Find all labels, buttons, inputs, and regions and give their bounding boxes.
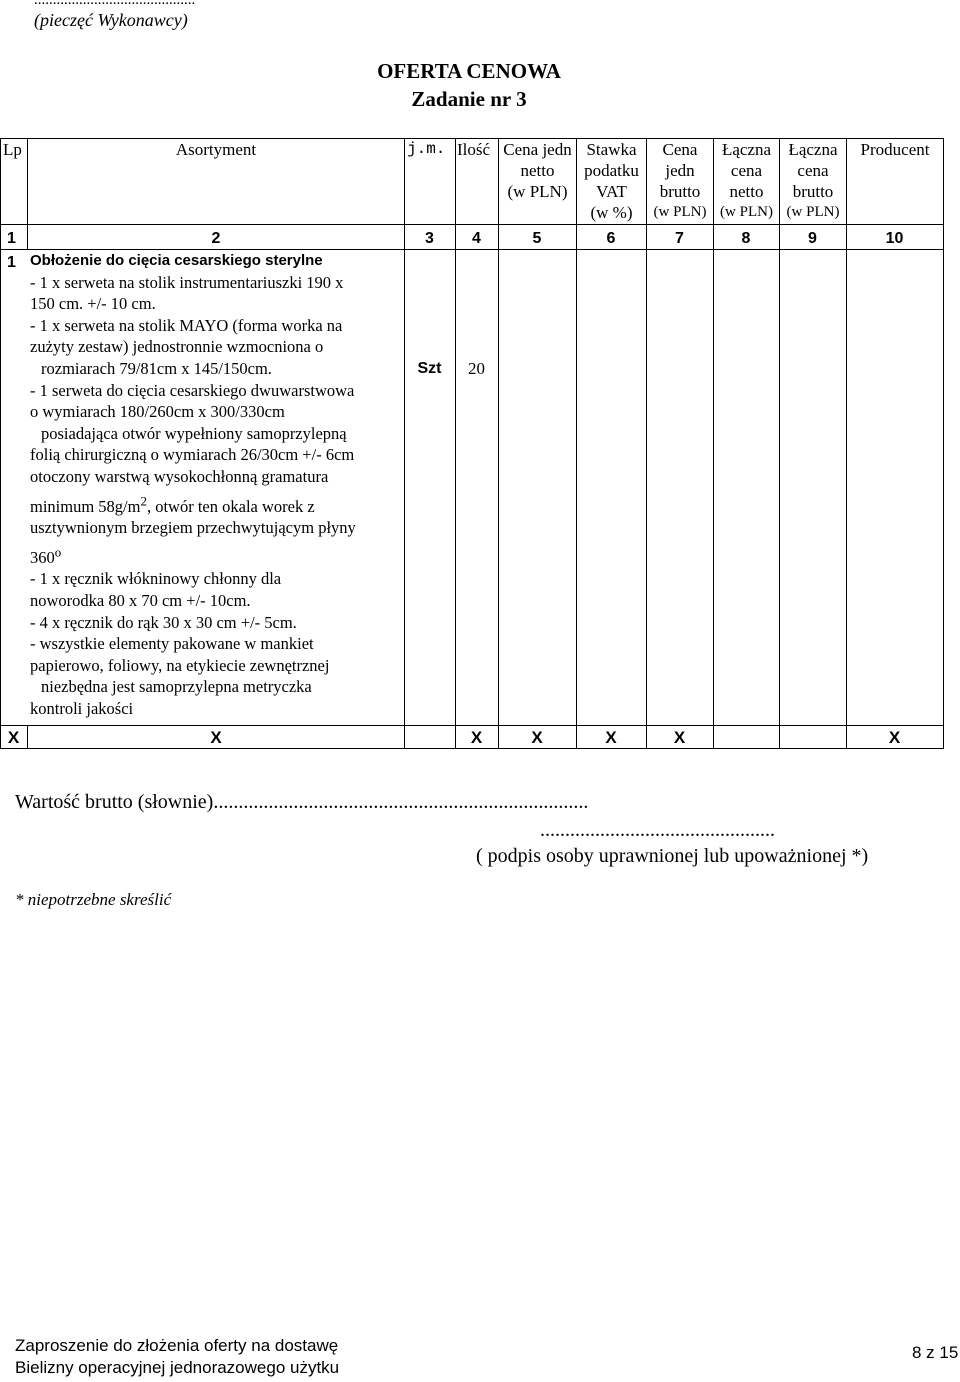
col-number: 5 xyxy=(532,230,542,247)
col-number: 4 xyxy=(472,230,481,247)
signature-dots: ............................................... xyxy=(540,819,775,841)
header-laczna-brutto: Łączna cena brutto (w PLN) xyxy=(786,140,840,220)
total-x-mark: X xyxy=(605,728,617,747)
col-number: 8 xyxy=(741,230,751,247)
col-number: 7 xyxy=(675,230,684,247)
total-x-mark: X xyxy=(531,728,543,747)
item-line: otoczony warstwą wysokochłonną gramatura xyxy=(30,466,329,486)
col-number: 6 xyxy=(606,230,616,247)
item-line: noworodka 80 x 70 cm +/- 10cm. xyxy=(30,590,251,610)
item-line: folią chirurgiczną o wymiarach 26/30cm +/- 6cm xyxy=(30,445,355,465)
item-title: Obłożenie do cięcia cesarskiego sterylne xyxy=(30,252,323,269)
page-footer-line1: Zaproszenie do złożenia oferty na dostawę xyxy=(15,1336,339,1355)
item-line: 150 cm. +/- 10 cm. xyxy=(30,294,156,314)
item-line: - 1 x serweta na stolik MAYO (forma worka na xyxy=(30,315,343,335)
item-line: 360$^o$ xyxy=(30,544,62,567)
item-line: zużyty zestaw) jednostronnie wzmocniona o xyxy=(30,337,324,357)
page-footer-line2: Bielizny operacyjnej jednorazowego użytku xyxy=(15,1358,340,1377)
header-jm: j.m. xyxy=(407,140,446,158)
total-x-mark: X xyxy=(470,728,483,747)
signature-label: ( podpis osoby uprawnionej lub upoważnionej *) xyxy=(476,845,869,867)
header-laczna-netto: Łączna cena netto (w PLN) xyxy=(720,140,773,220)
item-line: niezbędna jest samoprzylepna metryczka xyxy=(41,677,312,697)
col-number: 9 xyxy=(808,230,817,247)
item-line: usztywnionym brzegiem przechwytującym płyny xyxy=(30,518,356,538)
item-line: rozmiarach 79/81cm x 145/150cm. xyxy=(41,358,272,378)
header-lp: Lp xyxy=(3,140,22,159)
gross-value-words: Wartość brutto (słownie)........................................................................... xyxy=(15,791,589,813)
row-lp: 1 xyxy=(7,254,16,271)
col-number: 2 xyxy=(211,230,221,247)
row-unit: Szt xyxy=(417,360,442,377)
item-line: - 1 x ręcznik włókninowy chłonny dla xyxy=(30,569,282,589)
total-x-mark: X xyxy=(888,728,901,747)
document-title: OFERTA CENOWA xyxy=(377,59,561,83)
header-producent: Producent xyxy=(860,140,930,159)
header-cena-netto: Cena jedn netto (w PLN) xyxy=(503,140,572,201)
item-line: posiadająca otwór wypełniony samoprzylepną xyxy=(41,423,347,443)
total-x-mark: X xyxy=(210,728,222,747)
header-asortyment: Asortyment xyxy=(175,140,257,159)
page-number: 8 z 15 xyxy=(912,1343,959,1362)
item-line: - 4 x ręcznik do rąk 30 x 30 cm +/- 5cm. xyxy=(30,612,297,632)
item-line: minimum $58g/m^2$, otwór ten okala worek z xyxy=(30,493,315,516)
item-line: o wymiarach 180/260cm x 300/330cm xyxy=(30,402,285,422)
document-subtitle: Zadanie nr 3 xyxy=(411,87,527,111)
item-description xyxy=(30,250,402,719)
header-stawka-vat: Stawka podatku VAT (w %) xyxy=(584,140,639,222)
item-line: papierowo, foliowy, na etykiecie zewnętrznej xyxy=(30,655,330,675)
item-line: kontroli jakości xyxy=(30,698,134,718)
total-x-mark: X xyxy=(673,728,686,747)
row-qty: 20 xyxy=(468,359,485,378)
seal-label: (pieczęć Wykonawcy) xyxy=(34,10,188,30)
col-number: 1 xyxy=(7,230,16,247)
seal-dots: ........................................... xyxy=(34,0,196,8)
col-number: 10 xyxy=(885,230,904,247)
header-ilosc: Ilość xyxy=(457,140,491,159)
item-line: - 1 x serweta na stolik instrumentariuszki 190 x xyxy=(30,272,344,292)
header-cena-brutto: Cena jedn brutto (w PLN) xyxy=(653,140,707,220)
footnote: * niepotrzebne skreślić xyxy=(15,890,172,909)
item-line: - 1 serweta do cięcia cesarskiego dwuwarstwowa xyxy=(30,380,355,400)
item-line: - wszystkie elementy pakowane w mankiet xyxy=(30,634,314,654)
total-x-mark: X xyxy=(7,728,20,747)
col-number: 3 xyxy=(425,230,434,247)
